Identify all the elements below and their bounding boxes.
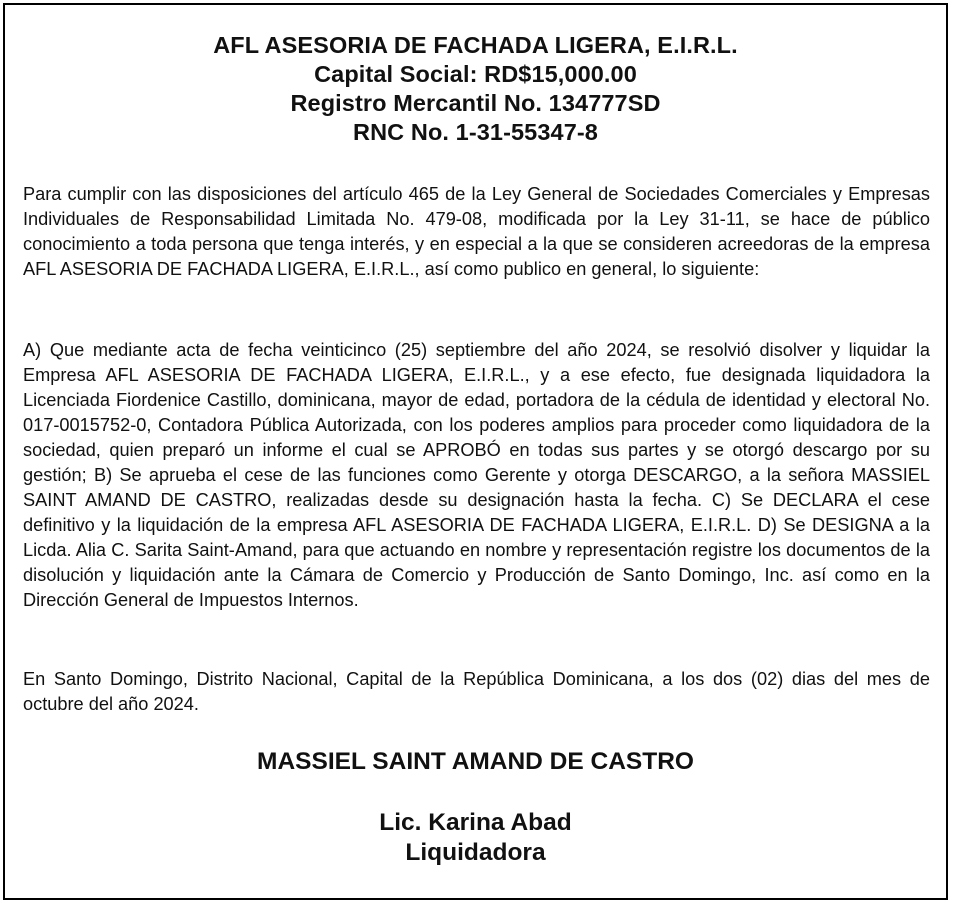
legal-notice (3, 3, 948, 900)
intro-paragraph: Para cumplir con las disposiciones del artículo 465 de la Ley General de Sociedades Comerciales y Empresas Individuales de Responsabilidad Limitada No. 479-08, modificada por la Ley 31-11, se hace de público conocimiento a toda persona que tenga interés, y en especial a la que se consideren acreedoras de la empresa AFL ASESORIA DE FACHADA LIGERA, E.I.R.L., así como publico en general, lo siguiente: (23, 184, 930, 279)
closing-paragraph: En Santo Domingo, Distrito Nacional, Capital de la República Dominicana, a los dos (02) dias del mes de octubre del año 2024. (23, 669, 930, 714)
liquidator-block (5, 808, 946, 868)
signatory-name: MASSIEL SAINT AMAND DE CASTRO (257, 748, 694, 775)
capital-social: Capital Social: RD$15,000.00 (314, 61, 637, 87)
notice-header (5, 31, 946, 147)
resolutions-paragraph: A) Que mediante acta de fecha veinticinco (25) septiembre del año 2024, se resolvió disolver y liquidar la Empresa AFL ASESORIA DE FACHADA LIGERA, E.I.R.L., y a ese efecto, fue designada liquidadora la Licenciada Fiordenice Castillo, dominicana, mayor de edad, portadora de la cédula de identidad y electoral No. 017-0015752-0, Contadora Pública Autorizada, con los poderes amplios para proceder como liquidadora de la sociedad, quien preparó un informe el cual se APROBÓ en todas sus partes y se otorgó descargo por su gestión; B) Se aprueba el cese de las funciones como Gerente y otorga DESCARGO, a la señora MASSIEL SAINT AMAND DE CASTRO, realizadas desde su designación hasta la fecha. C) Se DECLARA el cese definitivo y la liquidación de la empresa AFL ASESORIA DE FACHADA LIGERA, E.I.R.L. D) Se DESIGNA a la Licda. Alia C. Sarita Saint-Amand, para que actuando en nombre y representación registre los documentos de la disolución y liquidación ante la Cámara de Comercio y Producción de Santo Domingo, Inc. así como en la Dirección General de Impuestos Internos. (23, 340, 930, 610)
liquidator-name: Lic. Karina Abad (379, 809, 572, 836)
registro-mercantil: Registro Mercantil No. 134777SD (290, 90, 661, 116)
liquidator-role: Liquidadora (405, 839, 546, 866)
company-name: AFL ASESORIA DE FACHADA LIGERA, E.I.R.L. (213, 32, 738, 58)
rnc-number: RNC No. 1-31-55347-8 (353, 119, 598, 145)
